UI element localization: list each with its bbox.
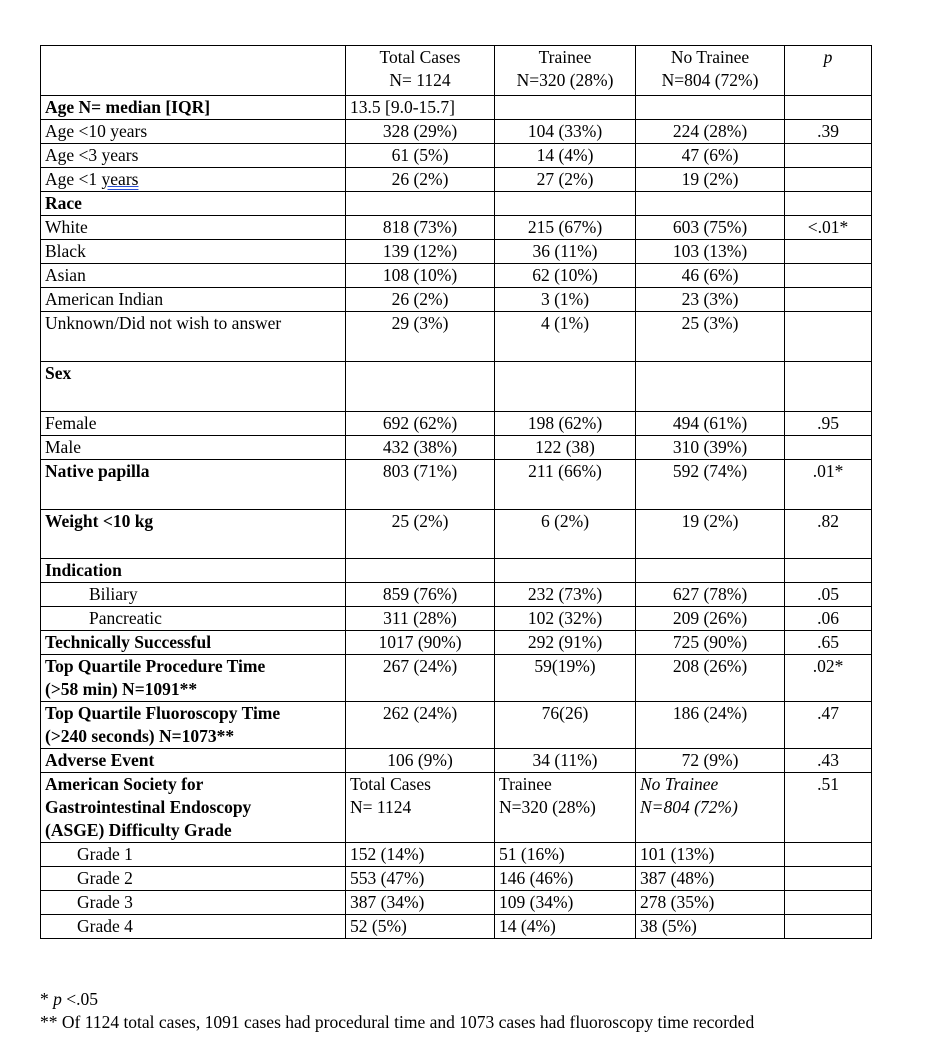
footnote-missing-data: ** Of 1124 total cases, 1091 cases had procedural time and 1073 cases had fluoroscopy time recorded [40, 1012, 755, 1032]
cell-p: .43 [785, 749, 872, 773]
cell-trainee: 34 (11%) [495, 749, 636, 773]
cell-total: 139 (12%) [346, 240, 495, 264]
cell-total [346, 559, 495, 583]
row-label: Biliary [41, 583, 346, 607]
cell-notrainee: 592 (74%) [636, 460, 785, 510]
cell-line: N=804 (72%) [640, 797, 738, 817]
cell-notrainee: 25 (3%) [636, 312, 785, 362]
cell-trainee: 14 (4%) [495, 915, 636, 939]
cell-notrainee: 186 (24%) [636, 702, 785, 749]
table-row [41, 460, 872, 510]
cell-total: 52 (5%) [346, 915, 495, 939]
cell-p [785, 559, 872, 583]
row-label [41, 773, 346, 843]
section-label-indication: Indication [41, 559, 346, 583]
cell-trainee: 59(19%) [495, 655, 636, 702]
cell-trainee [495, 773, 636, 843]
cell-p [785, 96, 872, 120]
table-row [41, 915, 872, 939]
table-row [41, 412, 872, 436]
cell-p: .51 [785, 773, 872, 843]
cell-p [785, 192, 872, 216]
cell-total: 262 (24%) [346, 702, 495, 749]
row-label: Weight <10 kg [41, 510, 346, 559]
table-row [41, 559, 872, 583]
table-row [41, 192, 872, 216]
cell-trainee [495, 96, 636, 120]
row-label-line: Top Quartile Fluoroscopy Time [45, 703, 281, 723]
table-header-row [41, 46, 872, 96]
row-label-line: American Society for [45, 774, 204, 794]
row-label [41, 168, 346, 192]
cell-notrainee: 101 (13%) [636, 843, 785, 867]
header-total-title: Total Cases [379, 47, 461, 67]
cell-notrainee [636, 96, 785, 120]
cell-line: N= 1124 [350, 797, 412, 817]
cell-trainee [495, 192, 636, 216]
row-label: Age N= median [IQR] [41, 96, 346, 120]
cell-total: 311 (28%) [346, 607, 495, 631]
cell-notrainee: 19 (2%) [636, 168, 785, 192]
cell-trainee: 102 (32%) [495, 607, 636, 631]
row-label-suffix: years [101, 169, 139, 189]
header-total-n: N= 1124 [389, 70, 451, 90]
cell-notrainee: 278 (35%) [636, 891, 785, 915]
cell-total: 692 (62%) [346, 412, 495, 436]
header-trainee-n: N=320 (28%) [516, 70, 614, 90]
table-row [41, 436, 872, 460]
cell-p: .65 [785, 631, 872, 655]
cell-total: 1017 (90%) [346, 631, 495, 655]
cell-p [785, 312, 872, 362]
cell-trainee: 6 (2%) [495, 510, 636, 559]
table-row [41, 288, 872, 312]
row-label-line: (>240 seconds) N=1073** [45, 726, 235, 746]
cell-p: .06 [785, 607, 872, 631]
row-label: Grade 2 [41, 867, 346, 891]
row-label: Native papilla [41, 460, 346, 510]
cell-total [346, 773, 495, 843]
section-label-race: Race [41, 192, 346, 216]
cell-p: .01* [785, 460, 872, 510]
row-label: Pancreatic [41, 607, 346, 631]
table-row [41, 773, 872, 843]
row-label [41, 702, 346, 749]
cell-p [785, 362, 872, 412]
cell-notrainee [636, 559, 785, 583]
row-label: Asian [41, 264, 346, 288]
cell-notrainee: 47 (6%) [636, 144, 785, 168]
table-row [41, 362, 872, 412]
row-label-line: Top Quartile Procedure Time [45, 656, 266, 676]
table-row [41, 702, 872, 749]
cell-p [785, 915, 872, 939]
table-row [41, 891, 872, 915]
demographics-table [40, 45, 872, 939]
table-row [41, 631, 872, 655]
cell-line: N=320 (28%) [499, 797, 596, 817]
cell-trainee: 122 (38) [495, 436, 636, 460]
row-label-line: (>58 min) N=1091** [45, 679, 198, 699]
cell-trainee: 14 (4%) [495, 144, 636, 168]
cell-p: .39 [785, 120, 872, 144]
cell-trainee: 3 (1%) [495, 288, 636, 312]
cell-notrainee: 208 (26%) [636, 655, 785, 702]
cell-p: .47 [785, 702, 872, 749]
cell-trainee: 27 (2%) [495, 168, 636, 192]
section-label-sex: Sex [41, 362, 346, 412]
cell-total: 803 (71%) [346, 460, 495, 510]
cell-total: 13.5 [9.0-15.7] [346, 96, 495, 120]
row-label: Grade 3 [41, 891, 346, 915]
cell-total: 328 (29%) [346, 120, 495, 144]
cell-p [785, 168, 872, 192]
cell-p [785, 843, 872, 867]
table-row [41, 510, 872, 559]
row-label: Unknown/Did not wish to answer [41, 312, 346, 362]
header-notrainee-title: No Trainee [670, 47, 750, 67]
cell-notrainee: 224 (28%) [636, 120, 785, 144]
cell-trainee: 109 (34%) [495, 891, 636, 915]
table-row [41, 867, 872, 891]
cell-notrainee: 19 (2%) [636, 510, 785, 559]
cell-p [785, 867, 872, 891]
cell-total: 61 (5%) [346, 144, 495, 168]
row-label: Grade 4 [41, 915, 346, 939]
cell-notrainee [636, 192, 785, 216]
row-label [41, 655, 346, 702]
cell-p [785, 288, 872, 312]
cell-notrainee: 209 (26%) [636, 607, 785, 631]
row-label: Age <10 years [41, 120, 346, 144]
footnote-significance [40, 988, 900, 1011]
cell-notrainee: 310 (39%) [636, 436, 785, 460]
cell-notrainee: 627 (78%) [636, 583, 785, 607]
cell-line: No Trainee [640, 774, 719, 794]
cell-notrainee: 23 (3%) [636, 288, 785, 312]
header-total [346, 46, 495, 96]
table-row [41, 120, 872, 144]
cell-notrainee: 494 (61%) [636, 412, 785, 436]
cell-total [346, 192, 495, 216]
table-row [41, 240, 872, 264]
cell-trainee: 292 (91%) [495, 631, 636, 655]
row-label: American Indian [41, 288, 346, 312]
cell-total [346, 362, 495, 412]
table-row [41, 843, 872, 867]
cell-p: <.01* [785, 216, 872, 240]
header-empty-cell [41, 46, 346, 96]
table-row [41, 749, 872, 773]
cell-trainee [495, 362, 636, 412]
table-row [41, 168, 872, 192]
footnotes [40, 988, 900, 1034]
table-row [41, 216, 872, 240]
cell-notrainee: 603 (75%) [636, 216, 785, 240]
cell-notrainee [636, 773, 785, 843]
row-label: Female [41, 412, 346, 436]
cell-notrainee [636, 362, 785, 412]
row-label: Age <3 years [41, 144, 346, 168]
cell-p [785, 436, 872, 460]
cell-notrainee: 725 (90%) [636, 631, 785, 655]
cell-total: 26 (2%) [346, 288, 495, 312]
cell-total: 108 (10%) [346, 264, 495, 288]
cell-p: .82 [785, 510, 872, 559]
row-label: Technically Successful [41, 631, 346, 655]
cell-trainee: 215 (67%) [495, 216, 636, 240]
footnote-p: p [53, 989, 62, 1009]
cell-trainee: 36 (11%) [495, 240, 636, 264]
cell-total: 387 (34%) [346, 891, 495, 915]
row-label-line: Gastrointestinal Endoscopy [45, 797, 252, 817]
cell-total: 432 (38%) [346, 436, 495, 460]
footnote-star: * [40, 989, 54, 1009]
cell-line: Total Cases [350, 774, 431, 794]
cell-total: 25 (2%) [346, 510, 495, 559]
header-trainee-title: Trainee [538, 47, 592, 67]
cell-p [785, 144, 872, 168]
cell-total: 106 (9%) [346, 749, 495, 773]
cell-total: 553 (47%) [346, 867, 495, 891]
cell-notrainee: 387 (48%) [636, 867, 785, 891]
cell-line: Trainee [499, 774, 552, 794]
row-label-prefix: Age <1 [45, 169, 102, 189]
cell-trainee: 232 (73%) [495, 583, 636, 607]
table-row [41, 607, 872, 631]
row-label: Grade 1 [41, 843, 346, 867]
cell-notrainee: 38 (5%) [636, 915, 785, 939]
cell-trainee: 211 (66%) [495, 460, 636, 510]
cell-p: .95 [785, 412, 872, 436]
cell-total: 859 (76%) [346, 583, 495, 607]
table-row [41, 144, 872, 168]
cell-trainee: 104 (33%) [495, 120, 636, 144]
cell-trainee [495, 559, 636, 583]
cell-notrainee: 46 (6%) [636, 264, 785, 288]
table-row [41, 583, 872, 607]
cell-trainee: 51 (16%) [495, 843, 636, 867]
row-label: Adverse Event [41, 749, 346, 773]
cell-trainee: 76(26) [495, 702, 636, 749]
cell-trainee: 198 (62%) [495, 412, 636, 436]
cell-p: .02* [785, 655, 872, 702]
row-label: Black [41, 240, 346, 264]
header-p: p [785, 46, 872, 96]
table-row [41, 96, 872, 120]
header-trainee [495, 46, 636, 96]
cell-total: 818 (73%) [346, 216, 495, 240]
cell-total: 26 (2%) [346, 168, 495, 192]
cell-notrainee: 103 (13%) [636, 240, 785, 264]
header-notrainee-n: N=804 (72%) [661, 70, 759, 90]
row-label: Male [41, 436, 346, 460]
row-label: White [41, 216, 346, 240]
cell-trainee: 4 (1%) [495, 312, 636, 362]
cell-total: 29 (3%) [346, 312, 495, 362]
cell-trainee: 62 (10%) [495, 264, 636, 288]
cell-p [785, 240, 872, 264]
cell-total: 267 (24%) [346, 655, 495, 702]
table-row [41, 264, 872, 288]
cell-total: 152 (14%) [346, 843, 495, 867]
footnote-threshold: <.05 [61, 989, 98, 1009]
header-notrainee [636, 46, 785, 96]
cell-p [785, 264, 872, 288]
table-row [41, 312, 872, 362]
cell-trainee: 146 (46%) [495, 867, 636, 891]
cell-notrainee: 72 (9%) [636, 749, 785, 773]
row-label-line: (ASGE) Difficulty Grade [45, 820, 232, 840]
cell-p: .05 [785, 583, 872, 607]
table-row [41, 655, 872, 702]
cell-p [785, 891, 872, 915]
